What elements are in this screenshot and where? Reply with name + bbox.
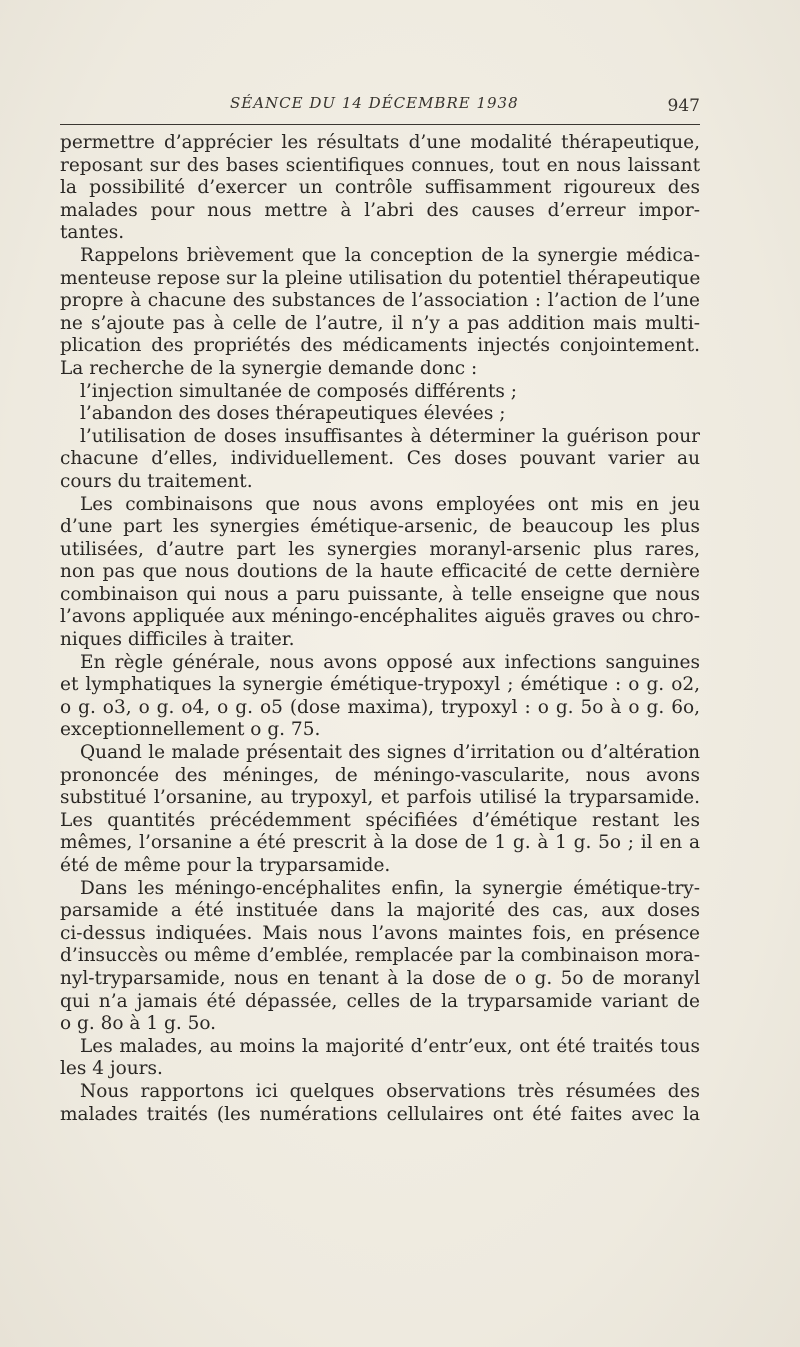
text-line: été de même pour la tryparsamide. — [60, 855, 391, 876]
text-line: cours du traitement. — [60, 470, 253, 492]
text-line: Rappelons brièvement que la conception de la synergie médica- — [80, 244, 700, 266]
text-line: Les combinaisons que nous avons employées ont mis en jeu — [80, 493, 700, 515]
text-line: menteuse repose sur la pleine utilisation du potentiel thérapeutique — [60, 267, 701, 289]
text-line: malades traités (les numérations cellulaires ont été faites avec la — [60, 1103, 700, 1125]
text-line: tantes. — [60, 222, 125, 244]
running-head: SÉANCE DU 14 DÉCEMBRE 1938 — [230, 94, 519, 112]
text-line: l’avons appliquée aux méningo-encéphalites aiguës graves ou chro- — [60, 606, 700, 628]
text-line: Quand le malade présentait des signes d’irritation ou d’altération — [80, 742, 700, 764]
text-line: niques difficiles à traiter. — [60, 629, 295, 651]
text-line: plication des propriétés des médicaments injectés conjointement. — [60, 335, 700, 357]
text-line: o g. o3, o g. o4, o g. o5 (dose maxima), trypoxyl : o g. 5o à o g. 6o, — [60, 696, 700, 718]
text-line: l’abandon des doses thérapeutiques élevées ; — [80, 403, 506, 425]
text-line: En règle générale, nous avons opposé aux infections sanguines — [80, 651, 700, 673]
text-line: malades pour nous mettre à l’abri des causes d’erreur impor- — [60, 199, 700, 221]
text-line: permettre d’apprécier les résultats d’une modalité thérapeutique, — [60, 132, 700, 153]
text-line: mêmes, l’orsanine a été prescrit à la dose de 1 g. à 1 g. 5o ; il en a — [60, 832, 700, 854]
text-line: Les malades, au moins la majorité d’entr’eux, ont été traités tous — [80, 1035, 700, 1057]
text-line: d’insuccès ou même d’emblée, remplacée par la combinaison mora- — [60, 945, 700, 967]
text-line: combinaison qui nous a paru puissante, à telle enseigne que nous — [60, 583, 700, 605]
text-line: o g. 8o à 1 g. 5o. — [60, 1013, 217, 1035]
text-line: La recherche de la synergie demande donc : — [60, 357, 478, 379]
text-line: parsamide a été instituée dans la majorité des cas, aux doses — [60, 900, 700, 922]
text-line: qui n’a jamais été dépassée, celles de la tryparsamide variant de — [60, 990, 700, 1012]
text-line: l’utilisation de doses insuffisantes à déterminer la guérison pour — [80, 425, 700, 447]
text-line: non pas que nous doutions de la haute efficacité de cette dernière — [60, 561, 700, 583]
text-line: chacune d’elles, individuellement. Ces doses pouvant varier au — [60, 448, 700, 470]
text-line: utilisées, d’autre part les synergies moranyl-arsenic plus rares, — [60, 538, 700, 560]
text-line: l’injection simultanée de composés différents ; — [80, 380, 518, 402]
body-text — [60, 132, 700, 1126]
page-number: 947 — [667, 96, 700, 116]
text-line: Les quantités précédemment spécifiées d’émétique restant les — [60, 809, 700, 831]
header-rule — [60, 124, 700, 125]
text-line: les 4 jours. — [60, 1058, 163, 1080]
text-line: propre à chacune des substances de l’association : l’action de l’une — [60, 290, 700, 312]
text-line: d’une part les synergies émétique-arsenic, de beaucoup les plus — [60, 516, 700, 538]
text-line: reposant sur des bases scientifiques connues, tout en nous laissant — [60, 154, 700, 176]
text-line: et lymphatiques la synergie émétique-trypoxyl ; émétique : o g. o2, — [60, 674, 700, 696]
text-line: substitué l’orsanine, au trypoxyl, et parfois utilisé la tryparsamide. — [60, 787, 700, 809]
text-line: ne s’ajoute pas à celle de l’autre, il n’y a pas addition mais multi- — [60, 312, 700, 334]
text-line: exceptionnellement o g. 75. — [60, 719, 321, 741]
text-line: Nous rapportons ici quelques observations très résumées des — [80, 1080, 700, 1102]
text-line: ci-dessus indiquées. Mais nous l’avons maintes fois, en présence — [60, 922, 700, 944]
text-line: la possibilité d’exercer un contrôle suffisamment rigoureux des — [60, 177, 700, 199]
text-line: nyl-tryparsamide, nous en tenant à la dose de o g. 5o de moranyl — [60, 967, 700, 989]
text-line: prononcée des méninges, de méningo-vascularite, nous avons — [60, 764, 700, 786]
text-line: Dans les méningo-encéphalites enfin, la synergie émétique-try- — [80, 877, 700, 899]
